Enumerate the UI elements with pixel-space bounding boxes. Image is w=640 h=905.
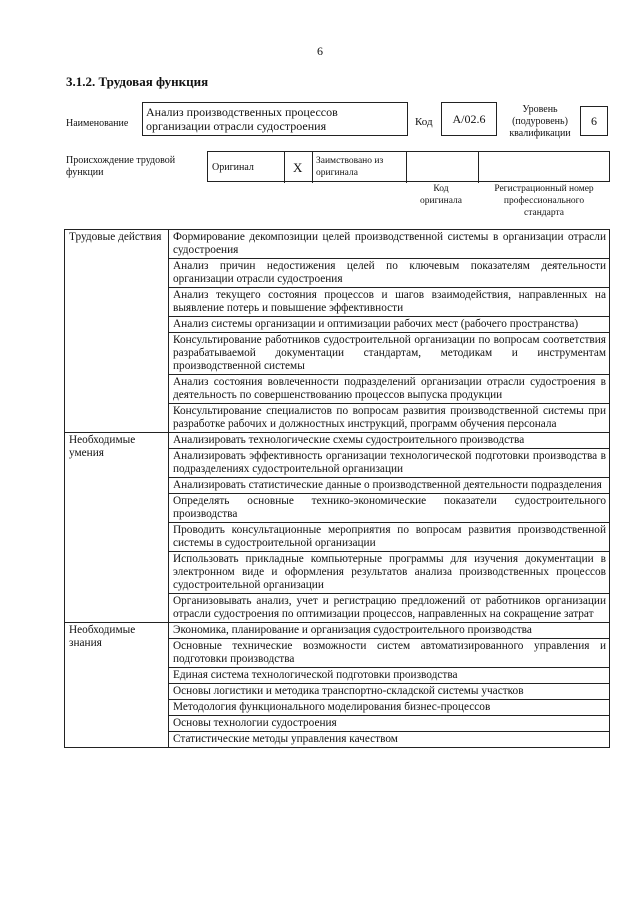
level-label: Уровень (подуровень) квалификации <box>509 104 571 139</box>
skill-item: Проводить консультационные мероприятия по вопросам развития производственной системы в судостроительной организации <box>169 523 610 552</box>
code-label: Код <box>415 116 433 128</box>
knowledge-item: Основы технологии судостроения <box>169 716 610 732</box>
original-mark-cell <box>284 152 312 183</box>
knowledge-item: Единая система технологической подготовки производства <box>169 668 610 684</box>
original-cell <box>208 152 284 183</box>
original-label: Оригинал <box>212 162 254 173</box>
action-item: Консультирование работников судостроительной организации по вопросам соответствия разрабатываемой документации стандартам, методикам и инструментам производственной системы <box>169 333 610 375</box>
code-original-caption: Код оригинала <box>420 184 462 206</box>
knowledge-item: Основы логистики и методика транспортно-складской системы участков <box>169 684 610 700</box>
borrowed-label: Заимствовано из оригинала <box>316 156 384 178</box>
action-item: Анализ причин недостижения целей по ключевым показателям деятельности организации отрасли судостроения <box>169 259 610 288</box>
action-item: Формирование декомпозиции целей производственной системы в организации отрасли судостроения <box>169 230 610 259</box>
skills-heading: Необходимые умения <box>65 433 169 623</box>
action-item: Консультирование специалистов по вопросам развития производственной системы при разработке рабочих и должностных инструкций, программ обучения персонала <box>169 404 610 433</box>
reg-number-cell <box>478 152 611 183</box>
original-mark: X <box>293 160 303 175</box>
actions-heading: Трудовые действия <box>65 230 169 433</box>
reg-number-caption: Регистрационный номер профессионального стандарта <box>494 184 594 218</box>
origin-label: Происхождение трудовой функции <box>66 155 176 178</box>
action-item: Анализ текущего состояния процессов и шагов взаимодействия, направленных на выявление потерь и повышение эффективности <box>169 288 610 317</box>
knowledge-item: Статистические методы управления качеством <box>169 732 610 748</box>
table-row <box>65 433 610 449</box>
skill-item: Использовать прикладные компьютерные программы для изучения документации в электронном виде и оформления результатов анализа производственных процессов судостроительной организации <box>169 552 610 594</box>
action-item: Анализ системы организации и оптимизации рабочих мест (рабочего пространства) <box>169 317 610 333</box>
section-title: 3.1.2. Трудовая функция <box>66 74 209 89</box>
page-number: 6 <box>317 44 323 58</box>
function-details-table <box>64 229 610 748</box>
action-item: Анализ состояния вовлеченности подразделений организации отрасли судостроения в деятельность по совершенствованию процессов выпуска продукции <box>169 375 610 404</box>
code-original-cell <box>406 152 478 183</box>
code-value-box: A/02.6 <box>441 102 497 136</box>
skill-item: Анализировать технологические схемы судостроительного производства <box>169 433 610 449</box>
knowledge-item: Основные технические возможности систем автоматизированного управления и подготовки производства <box>169 639 610 668</box>
skill-item: Анализировать статистические данные о производственной деятельности подразделения <box>169 478 610 494</box>
knowledge-item: Экономика, планирование и организация судостроительного производства <box>169 623 610 639</box>
skill-item: Анализировать эффективность организации технологической подготовки производства в подразделениях судостроительной организации <box>169 449 610 478</box>
table-row <box>65 230 610 259</box>
borrowed-cell <box>312 152 406 183</box>
knowledge-item: Методология функционального моделирования бизнес-процессов <box>169 700 610 716</box>
knowledge-heading: Необходимые знания <box>65 623 169 748</box>
function-name-box: Анализ производственных процессов организации отрасли судостроения <box>142 102 408 136</box>
name-label: Наименование <box>66 118 129 129</box>
table-row <box>65 623 610 639</box>
skill-item: Определять основные технико-экономические показатели судостроительного производства <box>169 494 610 523</box>
skill-item: Организовывать анализ, учет и регистрацию предложений от работников организации отрасли судостроения по оптимизации процессов, направленных на сокращение затрат <box>169 594 610 623</box>
level-value-box: 6 <box>580 106 608 136</box>
origin-row <box>207 151 610 182</box>
